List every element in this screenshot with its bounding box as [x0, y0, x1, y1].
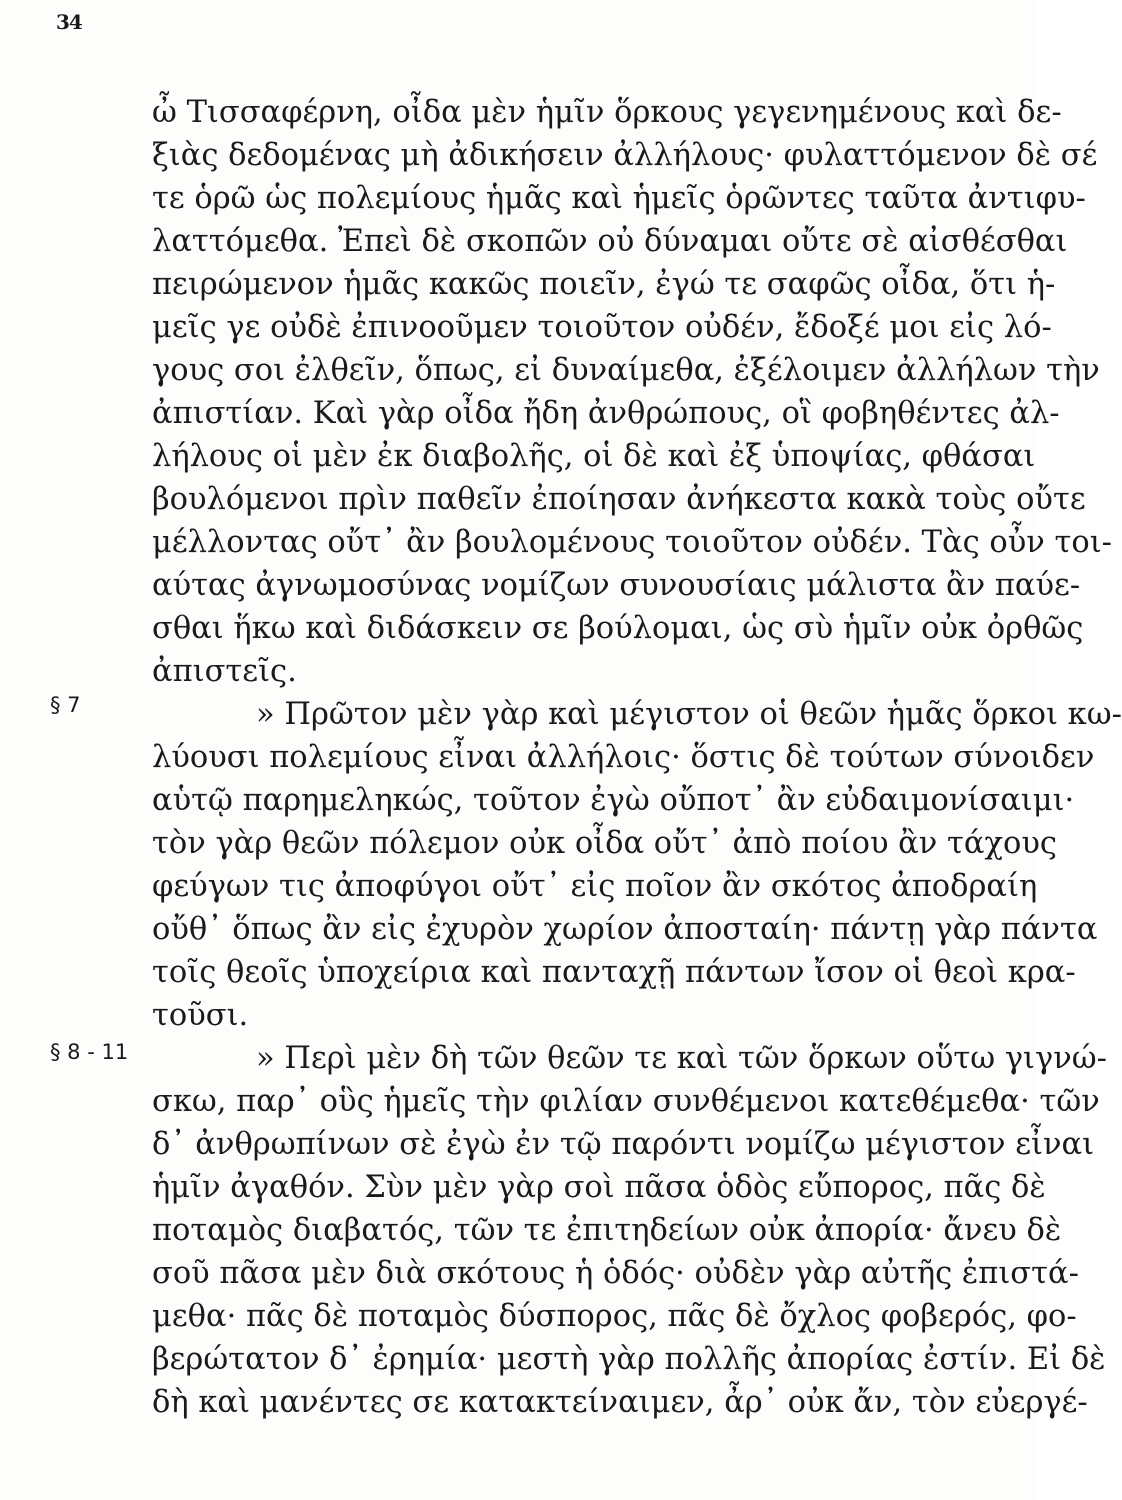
text-line: βερώτατον δ᾽ ἐρημία· μεστὴ γὰρ πολλῆς ἀπορίας ἐστίν. Εἰ δὲ	[152, 1342, 1106, 1377]
text-line: σθαι ἥκω καὶ διδάσκειν σε βούλομαι, ὡς σὺ ἡμῖν οὐκ ὀρθῶς	[152, 611, 1084, 646]
text-line: λήλους οἱ μὲν ἐκ διαβολῆς, οἱ δὲ καὶ ἐξ ὑποψίας, φθάσαι	[152, 439, 1036, 474]
text-line: σκω, παρ᾽ οὓς ἡμεῖς τὴν φιλίαν συνθέμενοι κατεθέμεθα· τῶν	[152, 1084, 1100, 1119]
text-line: μεῖς γε οὐδὲ ἐπινοοῦμεν τοιοῦτον οὐδέν, ἔδοξέ μοι εἰς λό-	[152, 310, 1052, 345]
text-line: » Περὶ μὲν δὴ τῶν θεῶν τε καὶ τῶν ὅρκων οὕτω γιγνώ-	[256, 1041, 1107, 1076]
text-line: ξιὰς δεδομένας μὴ ἀδικήσειν ἀλλήλους· φυλαττόμενον δὲ σέ	[152, 138, 1098, 173]
text-line: αύτας ἀγνωμοσύνας νομίζων συνουσίαις μάλιστα ἂν παύε-	[152, 568, 1081, 603]
text-line: λαττόμεθα. Ἐπεὶ δὲ σκοπῶν οὐ δύναμαι οὔτε σὲ αἰσθέσθαι	[152, 224, 1068, 259]
text-line: οὔθ᾽ ὅπως ἂν εἰς ἐχυρὸν χωρίον ἀποσταίη· πάντῃ γὰρ πάντα	[152, 912, 1098, 947]
text-line: ἀπιστεῖς.	[152, 654, 297, 689]
text-line: γους σοι ἐλθεῖν, ὅπως, εἰ δυναίμεθα, ἐξέλοιμεν ἀλλήλων τὴν	[152, 353, 1100, 388]
text-line: » Πρῶτον μὲν γὰρ καὶ μέγιστον οἱ θεῶν ἡμᾶς ὅρκοι κω-	[256, 697, 1122, 732]
text-line: μεθα· πᾶς δὲ ποταμὸς δύσπορος, πᾶς δὲ ὄχλος φοβερός, φο-	[152, 1299, 1077, 1334]
page-number: 34	[56, 10, 82, 34]
text-line: δ᾽ ἀνθρωπίνων σὲ ἐγὼ ἐν τῷ παρόντι νομίζω μέγιστον εἶναι	[152, 1127, 1095, 1162]
text-line: ἀπιστίαν. Καὶ γὰρ οἶδα ἤδη ἀνθρώπους, οἳ φοβηθέντες ἀλ-	[152, 396, 1060, 431]
text-line: ἡμῖν ἀγαθόν. Σὺν μὲν γὰρ σοὶ πᾶσα ὁδὸς εὔπορος, πᾶς δὲ	[152, 1170, 1046, 1205]
text-line: τοῖς θεοῖς ὑποχείρια καὶ πανταχῇ πάντων ἴσον οἱ θεοὶ κρα-	[152, 955, 1076, 990]
section-marker-7: § 7	[50, 693, 81, 717]
text-line: τοῦσι.	[152, 998, 249, 1033]
text-line: ποταμὸς διαβατός, τῶν τε ἐπιτηδείων οὐκ ἀπορία· ἄνευ δὲ	[152, 1213, 1062, 1248]
text-line: σοῦ πᾶσα μὲν διὰ σκότους ἡ ὁδός· οὐδὲν γὰρ αὐτῆς ἐπιστά-	[152, 1256, 1079, 1291]
section-marker-8-11: § 8 - 11	[50, 1040, 129, 1064]
text-line: τὸν γὰρ θεῶν πόλεμον οὐκ οἶδα οὔτ᾽ ἀπὸ ποίου ἂν τάχους	[152, 826, 1057, 861]
text-line: μέλλοντας οὔτ᾽ ἂν βουλομένους τοιοῦτον οὐδέν. Τὰς οὖν τοι-	[152, 525, 1112, 560]
text-line: τε ὁρῶ ὡς πολεμίους ἡμᾶς καὶ ἡμεῖς ὁρῶντες ταῦτα ἀντιφυ-	[152, 181, 1086, 216]
text-line: δὴ καὶ μανέντες σε κατακτείναιμεν, ἆρ᾽ οὐκ ἄν, τὸν εὐεργέ-	[152, 1385, 1088, 1420]
text-line: πειρώμενον ἡμᾶς κακῶς ποιεῖν, ἐγώ τε σαφῶς οἶδα, ὅτι ἡ-	[152, 267, 1056, 302]
text-line: λύουσι πολεμίους εἶναι ἀλλήλοις· ὅστις δὲ τούτων σύνοιδεν	[152, 740, 1095, 775]
text-line: βουλόμενοι πρὶν παθεῖν ἐποίησαν ἀνήκεστα κακὰ τοὺς οὔτε	[152, 482, 1086, 517]
text-line: φεύγων τις ἀποφύγοι οὔτ᾽ εἰς ποῖον ἂν σκότος ἀποδραίη	[152, 869, 1038, 904]
text-line: αὑτῷ παρημεληκώς, τοῦτον ἐγὼ οὔποτ᾽ ἂν εὐδαιμονίσαιμι·	[152, 783, 1075, 818]
text-line: ὦ Τισσαφέρνη, οἶδα μὲν ἡμῖν ὅρκους γεγενημένους καὶ δε-	[152, 95, 1062, 130]
